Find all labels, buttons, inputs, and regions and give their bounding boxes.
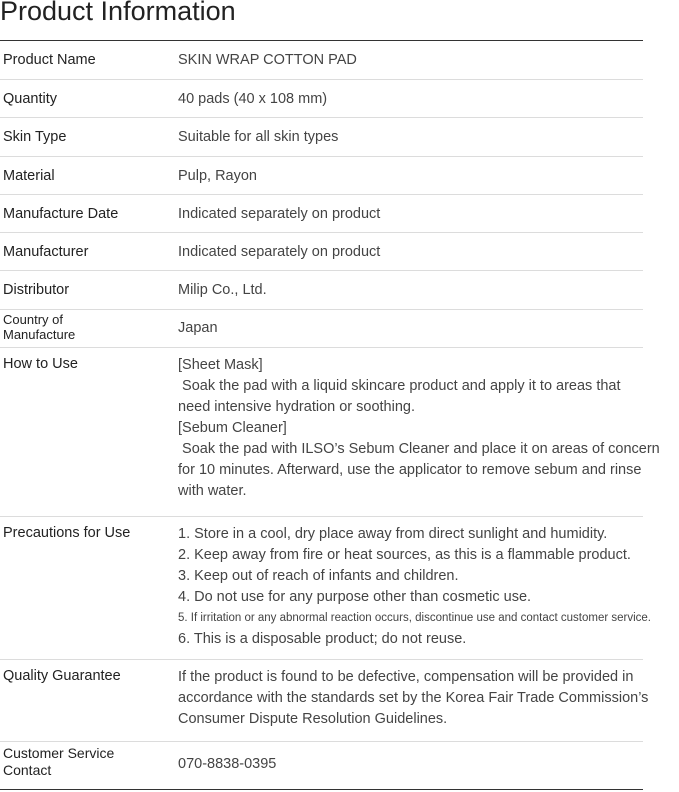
text-line: with water. (178, 483, 247, 499)
list-item: 2. Keep away from fire or heat sources, as this is a flammable product. (178, 547, 631, 563)
table-row-material (0, 157, 643, 195)
text-line: Consumer Dispute Resolution Guidelines. (178, 711, 448, 727)
text-line: [Sebum Cleaner] (178, 420, 287, 436)
page-title: Product Information (0, 0, 236, 26)
row-label-line: Customer Service (3, 745, 115, 761)
text-line: accordance with the standards set by the Korea Fair Trade Commission’s (178, 690, 649, 706)
text-line: If the product is found to be defective, compensation will be provided in (178, 669, 634, 685)
row-label: Precautions for Use (3, 525, 131, 541)
row-label-line: Country of (3, 312, 63, 327)
row-label: Manufacture Date (3, 206, 119, 222)
text-line: for 10 minutes. Afterward, use the applicator to remove sebum and rinse (178, 462, 642, 478)
row-label-line: Manufacture (3, 327, 76, 342)
row-label: Quality Guarantee (3, 668, 121, 684)
quality-guarantee-text (178, 667, 649, 730)
list-item: 5. If irritation or any abnormal reaction occurs, discontinue use and contact customer service. (178, 612, 652, 624)
table-row-manufacturer (0, 233, 643, 271)
table-row-distributor (0, 271, 643, 310)
row-label: How to Use (3, 356, 78, 372)
text-line: need intensive hydration or soothing. (178, 399, 415, 415)
table-row-product-name (0, 41, 643, 80)
how-to-use-text (178, 355, 660, 502)
row-value: Indicated separately on product (178, 244, 381, 260)
table-row-quantity (0, 80, 643, 118)
row-value: Pulp, Rayon (178, 168, 257, 184)
text-line: [Sheet Mask] (178, 357, 263, 373)
table-row-customer-service (0, 742, 643, 790)
row-value: Suitable for all skin types (178, 129, 339, 145)
text-line: Soak the pad with a liquid skincare product and apply it to areas that (178, 378, 621, 394)
row-label: Manufacturer (3, 244, 89, 260)
list-item: 3. Keep out of reach of infants and children. (178, 568, 459, 584)
row-value: 40 pads (40 x 108 mm) (178, 91, 328, 107)
row-label: Material (3, 168, 55, 184)
table-row-precautions (0, 517, 652, 660)
table-row-how-to-use (0, 348, 660, 517)
row-label-line: Contact (3, 762, 52, 778)
product-info-table (0, 40, 660, 790)
list-item: 1. Store in a cool, dry place away from direct sunlight and humidity. (178, 526, 608, 542)
list-item: 4. Do not use for any purpose other than cosmetic use. (178, 589, 532, 605)
row-value: SKIN WRAP COTTON PAD (178, 52, 357, 68)
table-row-quality-guarantee (0, 660, 649, 742)
row-value: Japan (178, 320, 218, 336)
row-label: Distributor (3, 282, 70, 298)
row-label (3, 312, 75, 342)
list-item: 6. This is a disposable product; do not reuse. (178, 631, 467, 647)
row-label: Skin Type (3, 129, 67, 145)
text-line: Soak the pad with ILSO’s Sebum Cleaner and place it on areas of concern (178, 441, 660, 457)
table-row-country-of-manufacture (0, 310, 643, 348)
row-label: Product Name (3, 52, 96, 68)
table-row-skin-type (0, 118, 643, 157)
row-label (3, 745, 114, 779)
table-row-manufacture-date (0, 195, 643, 233)
customer-service-phone: 070-8838-0395 (178, 756, 277, 772)
row-value: Milip Co., Ltd. (178, 282, 267, 298)
row-label: Quantity (3, 91, 57, 107)
precautions-list (178, 524, 652, 650)
row-value: Indicated separately on product (178, 206, 381, 222)
